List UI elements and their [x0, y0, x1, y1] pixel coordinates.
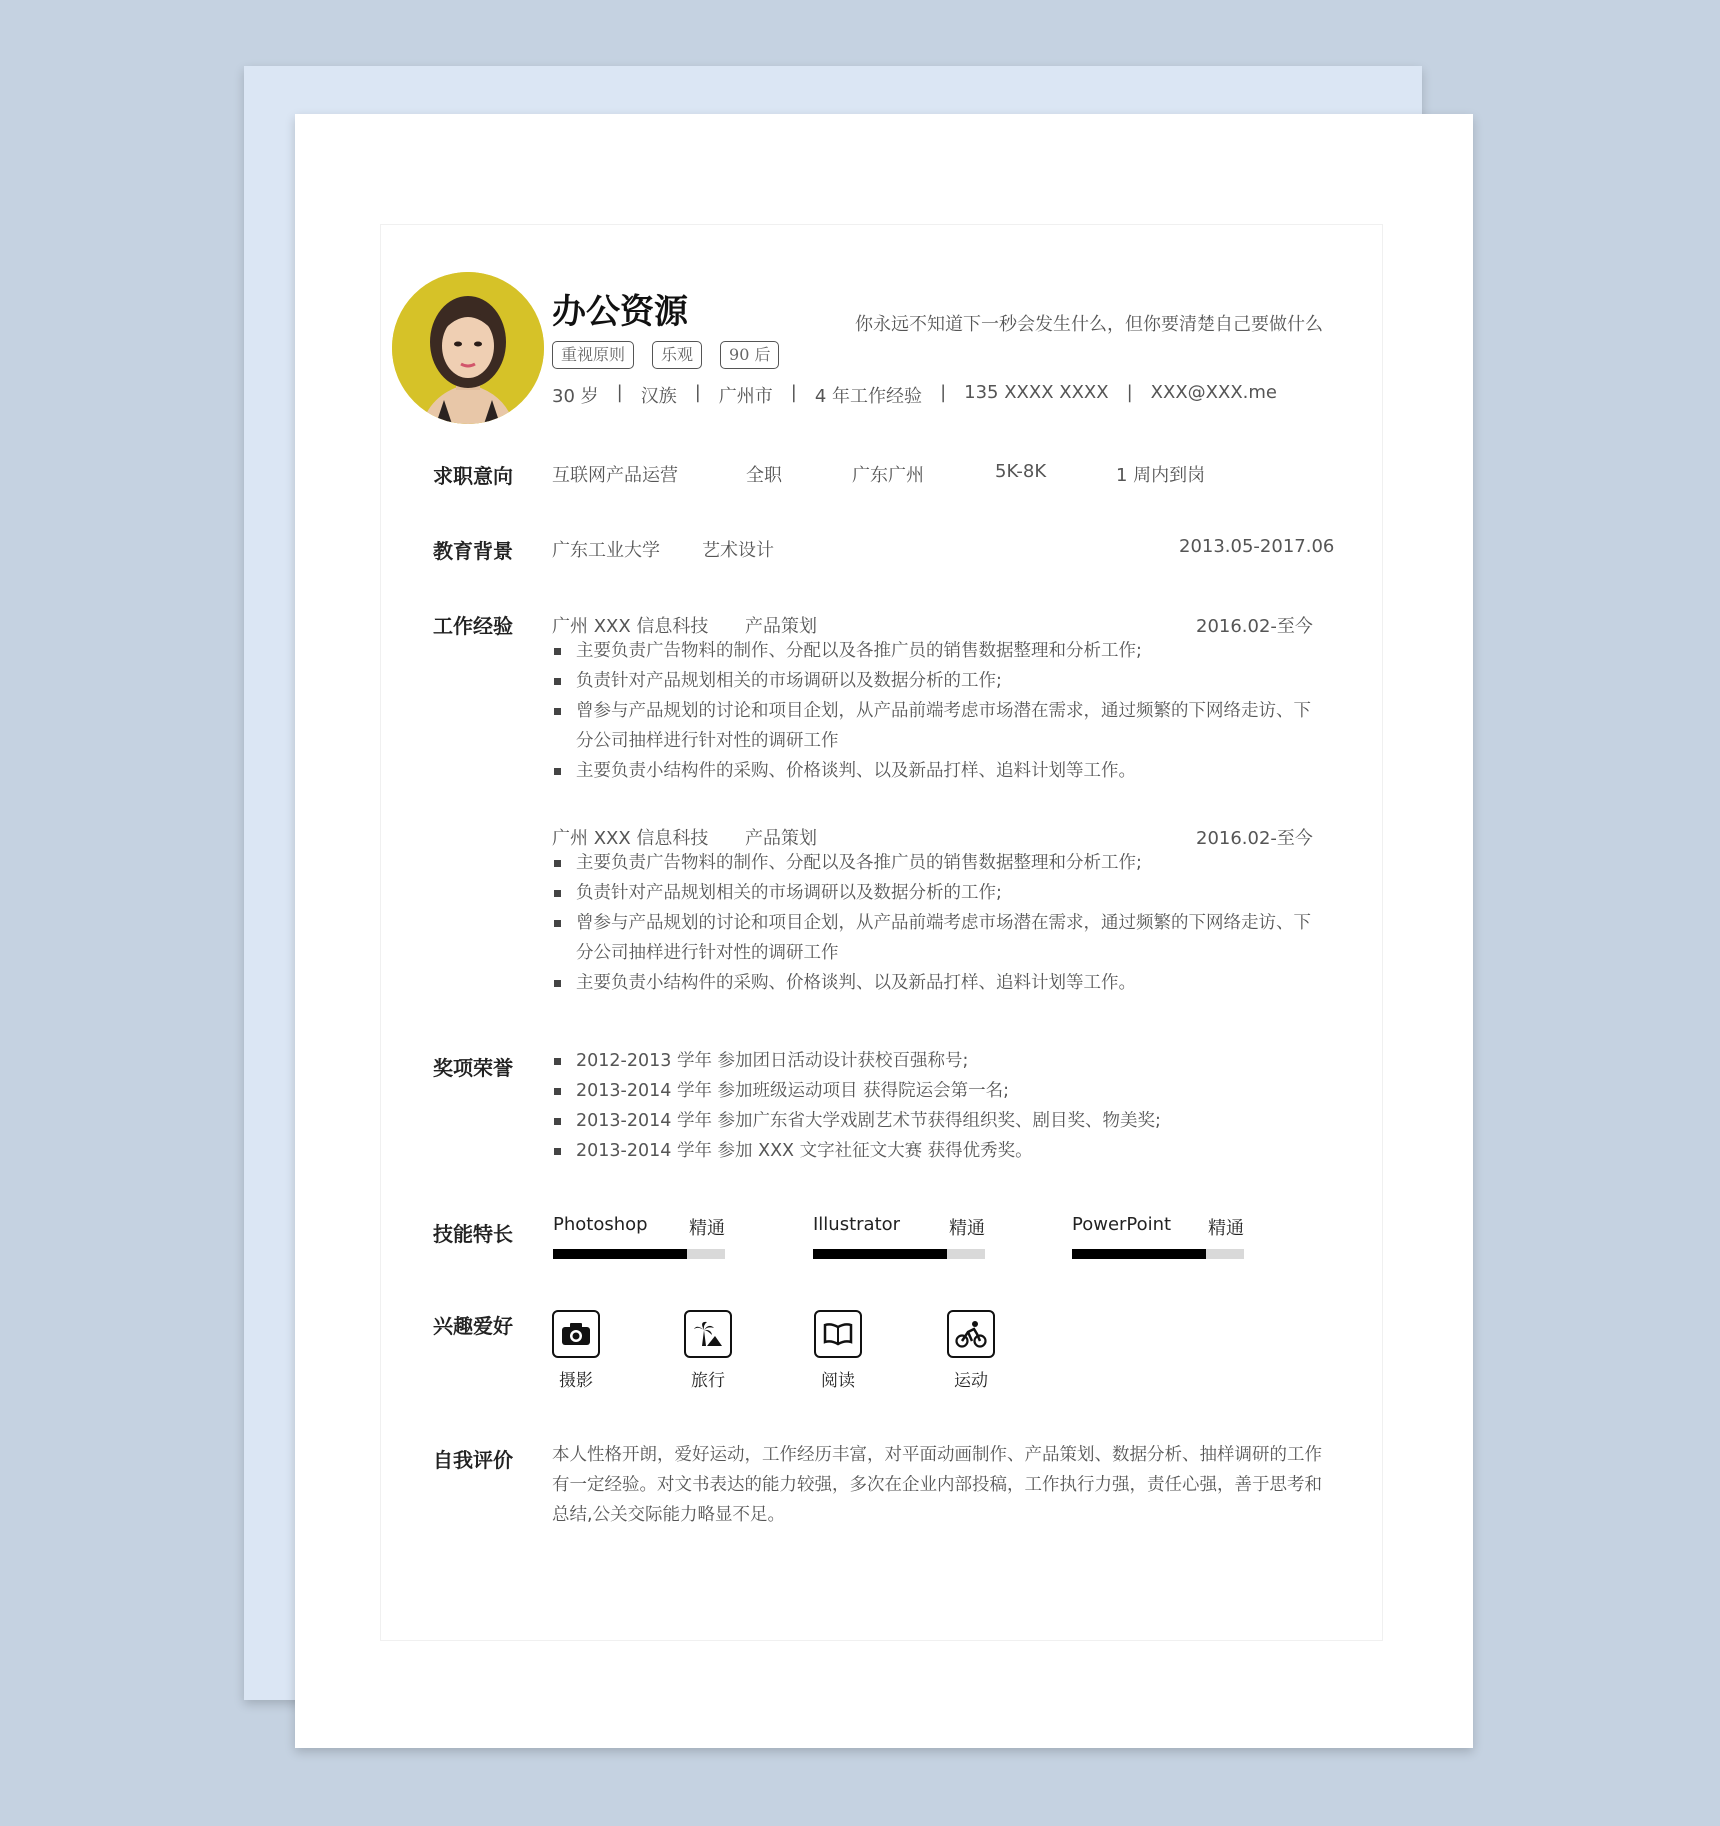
section-title-intent: 求职意向	[433, 464, 513, 488]
list-item: 主要负责广告物料的制作、分配以及各推广员的销售数据整理和分析工作;	[552, 848, 1322, 878]
personality-tags	[552, 341, 779, 369]
skill-bar-fill	[1072, 1249, 1206, 1259]
tag: 重视原则	[552, 341, 634, 369]
hobby-travel	[673, 1310, 743, 1391]
list-item: 主要负责小结构件的采购、价格谈判、以及新品打样、追料计划等工作。	[552, 968, 1322, 998]
self-evaluation-text: 本人性格开朗，爱好运动，工作经历丰富，对平面动画制作、产品策划、数据分析、抽样调研的工作有一定经验。对文书表达的能力较强，多次在企业内部投稿，工作执行力强，责任心强，善于思考和总结,公关交际能力略显不足。	[552, 1445, 1322, 1525]
list-item: 2013-2014 学年 参加班级运动项目 获得院运会第一名;	[552, 1076, 1322, 1106]
awards-list	[552, 1046, 1322, 1166]
cycling-icon	[947, 1310, 995, 1358]
separator: |	[1126, 382, 1133, 403]
education-school: 广东工业大学	[552, 540, 660, 561]
skill-level: 精通	[949, 1218, 985, 1239]
separator: |	[790, 382, 797, 403]
job-period: 2016.02-至今	[1196, 828, 1313, 849]
skill-name: Photoshop	[553, 1214, 648, 1235]
job-role: 产品策划	[745, 828, 817, 849]
job-company: 广州 XXX 信息科技	[552, 616, 709, 637]
ethnicity: 汉族	[640, 386, 677, 407]
list-item: 主要负责广告物料的制作、分配以及各推广员的销售数据整理和分析工作;	[552, 636, 1322, 666]
separator: |	[940, 382, 947, 403]
book-icon	[814, 1310, 862, 1358]
hobby-reading	[803, 1310, 873, 1391]
camera-icon	[552, 1310, 600, 1358]
palm-tree-icon	[684, 1310, 732, 1358]
intent-position: 互联网产品运营	[552, 465, 678, 486]
skill-level: 精通	[1208, 1218, 1244, 1239]
skill-name: PowerPoint	[1072, 1214, 1172, 1235]
job-role: 产品策划	[745, 616, 817, 637]
age: 30 岁	[552, 386, 599, 407]
list-item: 2013-2014 学年 参加 XXX 文字社征文大赛 获得优秀奖。	[552, 1136, 1322, 1166]
section-title-hobbies: 兴趣爱好	[433, 1314, 513, 1338]
list-item: 负责针对产品规划相关的市场调研以及数据分析的工作;	[552, 878, 1322, 908]
section-title-education: 教育背景	[433, 539, 513, 563]
separator: |	[694, 382, 701, 403]
job-company: 广州 XXX 信息科技	[552, 828, 709, 849]
section-title-self-eval: 自我评价	[433, 1448, 513, 1472]
list-item: 曾参与产品规划的讨论和项目企划，从产品前端考虑市场潜在需求，通过频繁的下网络走访、下分公司抽样进行针对性的调研工作	[552, 696, 1322, 756]
intent-type: 全职	[746, 465, 782, 486]
experience-years: 4 年工作经验	[814, 386, 923, 407]
skill-name: Illustrator	[813, 1214, 901, 1235]
job-period: 2016.02-至今	[1196, 616, 1313, 637]
section-title-work: 工作经验	[433, 614, 513, 638]
job-duties	[552, 636, 1322, 786]
intent-salary: 5K-8K	[995, 461, 1047, 482]
section-title-skills: 技能特长	[433, 1222, 513, 1246]
skill-bar-fill	[813, 1249, 947, 1259]
skill-bar	[813, 1249, 985, 1259]
skill-bar	[1072, 1249, 1244, 1259]
avatar	[392, 272, 544, 424]
intent-availability: 1 周内到岗	[1116, 465, 1206, 486]
intent-location: 广东广州	[852, 465, 924, 486]
skill-illustrator	[813, 1214, 985, 1259]
hobby-label: 运动	[954, 1371, 988, 1391]
resume-page	[295, 114, 1473, 1748]
candidate-name: 办公资源	[552, 292, 688, 332]
list-item: 2013-2014 学年 参加广东省大学戏剧艺术节获得组织奖、剧目奖、物美奖;	[552, 1106, 1322, 1136]
hobby-label: 旅行	[691, 1371, 725, 1391]
hobby-photography	[541, 1310, 611, 1391]
section-title-awards: 奖项荣誉	[433, 1056, 513, 1080]
separator: |	[616, 382, 623, 403]
email: XXX@XXX.me	[1150, 382, 1277, 403]
job-duties	[552, 848, 1322, 998]
list-item: 2012-2013 学年 参加团日活动设计获校百强称号;	[552, 1046, 1322, 1076]
list-item: 主要负责小结构件的采购、价格谈判、以及新品打样、追料计划等工作。	[552, 756, 1322, 786]
hobby-label: 摄影	[559, 1371, 593, 1391]
list-item: 负责针对产品规划相关的市场调研以及数据分析的工作;	[552, 666, 1322, 696]
hobby-sports	[936, 1310, 1006, 1391]
education-period: 2013.05-2017.06	[1179, 536, 1335, 557]
skill-level: 精通	[689, 1218, 725, 1239]
city: 广州市	[718, 386, 773, 407]
hobby-label: 阅读	[821, 1371, 855, 1391]
basic-info	[552, 382, 1277, 408]
skill-bar-fill	[553, 1249, 687, 1259]
tag: 乐观	[652, 341, 702, 369]
tag: 90 后	[720, 341, 779, 369]
list-item: 曾参与产品规划的讨论和项目企划，从产品前端考虑市场潜在需求，通过频繁的下网络走访、下分公司抽样进行针对性的调研工作	[552, 908, 1322, 968]
skill-bar	[553, 1249, 725, 1259]
motto: 你永远不知道下一秒会发生什么，但你要清楚自己要做什么	[855, 314, 1323, 335]
education-major: 艺术设计	[702, 540, 774, 561]
phone: 135 XXXX XXXX	[964, 382, 1109, 403]
skill-powerpoint	[1072, 1214, 1244, 1259]
skill-photoshop	[553, 1214, 725, 1259]
